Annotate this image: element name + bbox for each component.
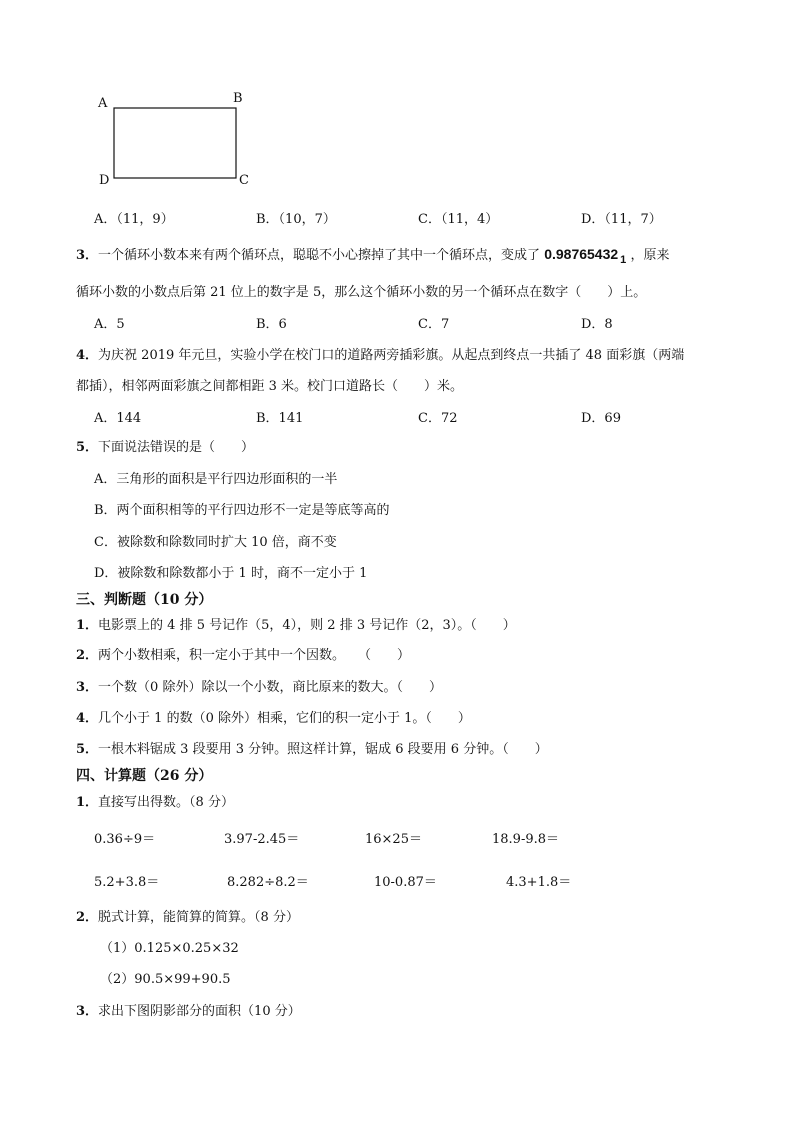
vertex-label-c: C	[239, 173, 249, 188]
calc-q1-text: 直接写出得数。（8 分）	[98, 795, 234, 810]
q2-option-d: D．（11，7）	[581, 212, 662, 227]
section3-title: 三、判断题（10 分）	[76, 592, 213, 608]
judge-item-number: 1．	[76, 618, 99, 633]
q3-line2: 循环小数的小数点后第 21 位上的数字是 5，那么这个循环小数的另一个循环点在数字（ ）上。	[76, 285, 647, 300]
calc-r1-2: 3.97-2.45＝	[224, 832, 300, 847]
rectangle-shape	[0, 0, 794, 200]
q2-option-c: C．（11，4）	[418, 212, 499, 227]
q5-option-c: C．被除数和除数同时扩大 10 倍，商不变	[94, 535, 337, 550]
judge-item-1	[76, 614, 516, 633]
q4-line1	[76, 344, 684, 363]
calc-r1-1: 0.36÷9＝	[94, 832, 156, 847]
judge-item-2	[76, 644, 410, 663]
q4-option-c: C．72	[418, 411, 458, 426]
q5-option-b: B．两个面积相等的平行四边形不一定是等底等高的	[94, 503, 390, 518]
judge-item-text: 几个小于 1 的数（0 除外）相乘，它们的积一定小于 1。（ ）	[98, 711, 471, 726]
judge-item-number: 3．	[76, 680, 99, 695]
q5-stem	[76, 436, 254, 455]
judge-item-text: 一根木料锯成 3 段要用 3 分钟。照这样计算，锯成 6 段要用 6 分钟。（ ）	[98, 742, 548, 757]
vertex-label-b: B	[233, 91, 243, 106]
q4-option-b: B．141	[256, 411, 304, 426]
calc-q2-text: 脱式计算，能简算的简算。（8 分）	[98, 910, 299, 925]
q4-option-d: D．69	[581, 411, 621, 426]
q4-number: 4．	[76, 348, 99, 363]
q3-line1-post: ，原来	[630, 248, 670, 263]
q5-option-d: D．被除数和除数都小于 1 时，商不一定小于 1	[94, 566, 368, 581]
calc-q3-number: 3．	[76, 1004, 99, 1019]
calc-q3-text: 求出下图阴影部分的面积（10 分）	[98, 1004, 301, 1019]
judge-item-4	[76, 707, 471, 726]
q2-option-b: B．（10，7）	[256, 212, 336, 227]
q3-option-d: D．8	[581, 317, 613, 332]
calc-q1-stem	[76, 791, 234, 810]
judge-item-text: 两个小数相乘，积一定小于其中一个因数。 （ ）	[98, 648, 411, 663]
calc-q1-number: 1．	[76, 795, 99, 810]
calc-q2-item-1: （1）0.125×0.25×32	[100, 941, 239, 956]
calc-q2-number: 2．	[76, 910, 99, 925]
calc-r2-3: 10-0.87＝	[374, 875, 437, 890]
q3-line1	[76, 244, 670, 266]
vertex-label-d: D	[99, 173, 110, 188]
judge-item-number: 5．	[76, 742, 99, 757]
calc-q2-item-2: （2）90.5×99+90.5	[100, 972, 231, 987]
q4-line1-text: 为庆祝 2019 年元旦，实验小学在校门口的道路两旁插彩旗。从起点到终点一共插了 48 面彩旗（两端	[98, 348, 685, 363]
section4-title: 四、计算题（26 分）	[76, 768, 213, 784]
calc-q3-stem	[76, 1000, 301, 1019]
q4-option-a: A．144	[94, 411, 142, 426]
calc-q2-stem	[76, 906, 299, 925]
calc-r2-1: 5.2+3.8＝	[94, 875, 160, 890]
q3-option-a: A．5	[94, 317, 125, 332]
q3-decimal-tail: 1	[620, 254, 627, 266]
q5-option-a: A．三角形的面积是平行四边形面积的一半	[94, 472, 338, 487]
judge-item-text: 一个数（0 除外）除以一个小数，商比原来的数大。（ ）	[98, 680, 442, 695]
calc-r2-2: 8.282÷8.2＝	[227, 875, 309, 890]
q3-option-b: B．6	[256, 317, 287, 332]
q5-stem-text: 下面说法错误的是（ ）	[98, 440, 255, 455]
q3-decimal: 0.98765432	[544, 246, 619, 262]
judge-item-number: 4．	[76, 711, 99, 726]
calc-r1-3: 16×25＝	[365, 832, 422, 847]
calc-r1-4: 18.9-9.8＝	[492, 832, 560, 847]
judge-item-5	[76, 738, 548, 757]
q3-number: 3．	[76, 248, 99, 263]
calc-r2-4: 4.3+1.8＝	[506, 875, 572, 890]
judge-item-3	[76, 676, 442, 695]
judge-item-number: 2．	[76, 648, 99, 663]
vertex-label-a: A	[98, 96, 108, 111]
q3-line1-pre: 一个循环小数本来有两个循环点，聪聪不小心擦掉了其中一个循环点，变成了	[98, 248, 541, 263]
judge-item-text: 电影票上的 4 排 5 号记作（5，4），则 2 排 3 号记作（2，3）。（ ）	[98, 618, 516, 633]
q2-option-a: A．（11，9）	[94, 212, 174, 227]
q3-option-c: C．7	[418, 317, 450, 332]
q4-line2: 都插），相邻两面彩旗之间都相距 3 米。校门口道路长（ ）米。	[76, 379, 464, 394]
q5-number: 5．	[76, 440, 99, 455]
